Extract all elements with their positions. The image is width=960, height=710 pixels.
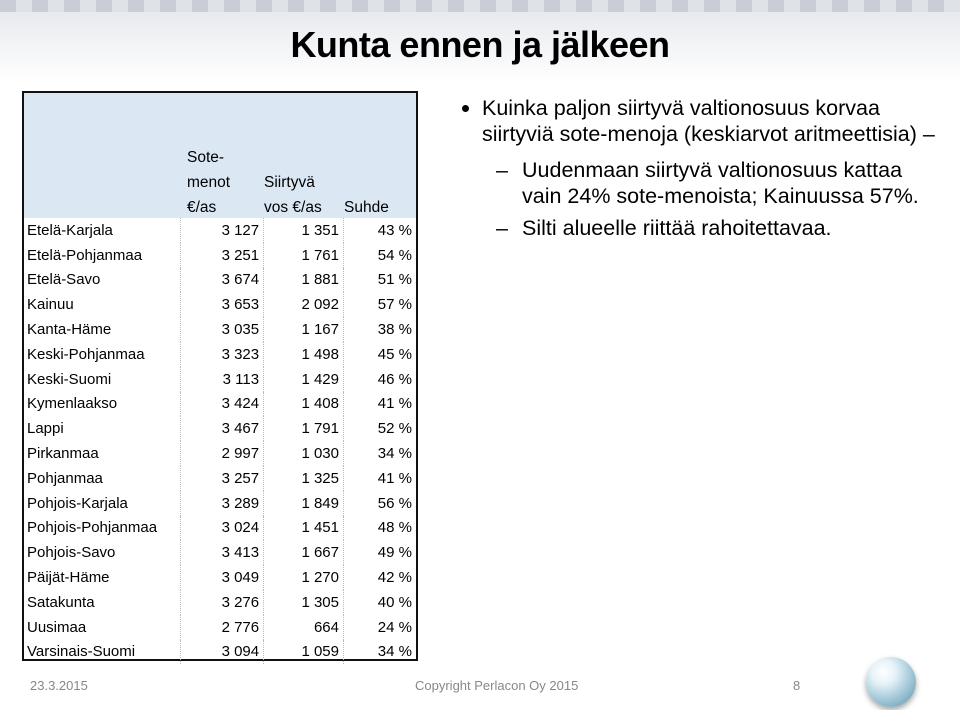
siirtyva-cell: 1 761 [264, 243, 344, 268]
table-row [24, 243, 416, 268]
region-cell: Pohjois-Pohjanmaa [27, 519, 158, 537]
siirtyva-cell: 1 408 [264, 392, 344, 417]
table-row [24, 441, 416, 466]
sote-menot-cell: 3 323 [181, 342, 264, 367]
sote-menot-cell: 3 424 [181, 392, 264, 417]
table-row [24, 317, 416, 342]
sote-menot-cell: 3 413 [181, 540, 264, 565]
region-cell: Päijät-Häme [27, 569, 110, 587]
region-cell: Lappi [27, 420, 64, 438]
suhde-cell: 42 % [343, 565, 416, 590]
suhde-cell: 48 % [343, 516, 416, 541]
sote-menot-cell: 3 257 [181, 466, 264, 491]
sote-menot-cell: 3 276 [181, 590, 264, 615]
table-row [24, 640, 416, 665]
bullet-list [460, 95, 940, 241]
region-cell: Pohjois-Savo [27, 544, 116, 562]
footer-date: 23.3.2015 [30, 678, 88, 693]
sote-menot-cell: 3 251 [181, 243, 264, 268]
sub-bullet-2: – Silti alueelle riittää rahoitettavaa. [496, 216, 832, 240]
sote-menot-cell: 3 035 [181, 317, 264, 342]
region-cell: Etelä-Pohjanmaa [27, 246, 143, 264]
suhde-cell: 43 % [343, 218, 416, 243]
header-suhde: Suhde [344, 199, 389, 216]
region-cell: Pirkanmaa [27, 445, 99, 463]
suhde-cell: 57 % [343, 292, 416, 317]
table-row [24, 466, 416, 491]
siirtyva-cell: 1 451 [264, 516, 344, 541]
header-siirtyva-vos: Siirtyvä vos €/as [264, 174, 322, 216]
suhde-cell: 45 % [343, 342, 416, 367]
dash-icon: – [496, 216, 508, 240]
table-row [24, 218, 416, 243]
siirtyva-cell: 1 667 [264, 540, 344, 565]
table-row [24, 540, 416, 565]
suhde-cell: 40 % [343, 590, 416, 615]
slide-title: Kunta ennen ja jälkeen [290, 24, 670, 65]
sote-menot-cell: 3 289 [181, 491, 264, 516]
siirtyva-cell: 1 167 [264, 317, 344, 342]
sote-menot-cell: 3 674 [181, 268, 264, 293]
region-cell: Etelä-Savo [27, 271, 101, 289]
siirtyva-cell: 1 429 [264, 367, 344, 392]
region-cell: Kymenlaakso [27, 395, 118, 413]
suhde-cell: 34 % [343, 640, 416, 665]
bullet-dot-icon [462, 105, 469, 112]
siirtyva-cell: 1 351 [264, 218, 344, 243]
table-row [24, 615, 416, 640]
sote-menot-cell: 3 024 [181, 516, 264, 541]
suhde-cell: 38 % [343, 317, 416, 342]
suhde-cell: 54 % [343, 243, 416, 268]
suhde-cell: 41 % [343, 466, 416, 491]
region-cell: Satakunta [27, 593, 95, 611]
table-row [24, 516, 416, 541]
suhde-cell: 56 % [343, 491, 416, 516]
suhde-cell: 49 % [343, 540, 416, 565]
bullet-main: Kuinka paljon siirtyvä valtionosuus korvaa siirtyviä sote-menoja (keskiarvot aritmeettisia) – [460, 95, 940, 147]
region-cell: Keski-Suomi [27, 370, 112, 388]
dash-icon: – [496, 158, 508, 182]
sote-menot-cell: 2 997 [181, 441, 264, 466]
siirtyva-cell: 1 849 [264, 491, 344, 516]
table-row [24, 590, 416, 615]
table-row [24, 367, 416, 392]
region-cell: Varsinais-Suomi [27, 643, 136, 661]
suhde-cell: 46 % [343, 367, 416, 392]
sote-menot-cell: 2 776 [181, 615, 264, 640]
sub-bullet-1: – Uudenmaan siirtyvä valtionosuus kattaa vain 24% sote-menoista; Kainuussa 57%. [496, 158, 919, 208]
suhde-cell: 34 % [343, 441, 416, 466]
table-row [24, 565, 416, 590]
table-row [24, 392, 416, 417]
table-row [24, 268, 416, 293]
sote-menot-cell: 3 467 [181, 416, 264, 441]
region-cell: Kainuu [27, 296, 74, 314]
table-row [24, 292, 416, 317]
region-cell: Etelä-Karjala [27, 221, 113, 239]
sote-menot-cell: 3 127 [181, 218, 264, 243]
header-sote-menot: Sote- menot €/as [187, 149, 231, 216]
suhde-cell: 41 % [343, 392, 416, 417]
sote-menot-cell: 3 094 [181, 640, 264, 665]
siirtyva-cell: 1 325 [264, 466, 344, 491]
siirtyva-cell: 664 [264, 615, 344, 640]
sote-menot-cell: 3 113 [181, 367, 264, 392]
siirtyva-cell: 1 270 [264, 565, 344, 590]
table-row [24, 491, 416, 516]
table-row [24, 342, 416, 367]
table-row [24, 416, 416, 441]
suhde-cell: 51 % [343, 268, 416, 293]
siirtyva-cell: 2 092 [264, 292, 344, 317]
region-cell: Pohjois-Karjala [27, 494, 128, 512]
siirtyva-cell: 1 881 [264, 268, 344, 293]
region-cell: Uusimaa [27, 618, 87, 636]
sote-menot-cell: 3 049 [181, 565, 264, 590]
region-cell: Keski-Pohjanmaa [27, 345, 145, 363]
siirtyva-cell: 1 498 [264, 342, 344, 367]
siirtyva-cell: 1 305 [264, 590, 344, 615]
region-cell: Pohjanmaa [27, 469, 103, 487]
suhde-cell: 24 % [343, 615, 416, 640]
sote-menot-cell: 3 653 [181, 292, 264, 317]
siirtyva-cell: 1 030 [264, 441, 344, 466]
data-table-panel [22, 91, 418, 661]
pearl-logo-icon [866, 657, 916, 707]
page-number: 8 [793, 678, 801, 693]
footer-copyright: Copyright Perlacon Oy 2015 [415, 678, 579, 693]
suhde-cell: 52 % [343, 416, 416, 441]
siirtyva-cell: 1 791 [264, 416, 344, 441]
siirtyva-cell: 1 059 [264, 640, 344, 665]
region-table [24, 218, 416, 664]
region-cell: Kanta-Häme [27, 321, 112, 339]
